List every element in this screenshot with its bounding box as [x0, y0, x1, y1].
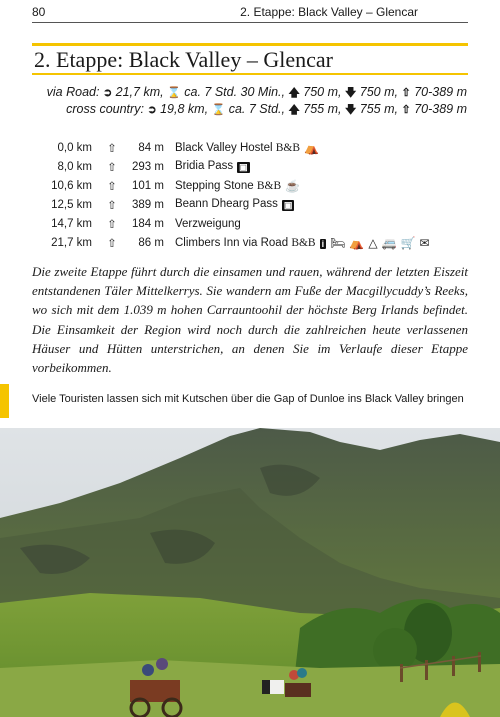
altitude-arrow-icon: ⇧ [107, 199, 117, 212]
route-time: ca. 7 Std. 30 Min., [184, 85, 285, 99]
waypoint-cell [164, 157, 430, 176]
route-ascent: 750 m, [303, 85, 342, 99]
waypoint-name: Verzweigung [174, 217, 241, 230]
waypoint-row [38, 176, 430, 195]
title-rule-bottom [32, 73, 468, 75]
waypoint-km: 10,6 km [51, 179, 92, 192]
hourglass-icon: ⌛ [167, 87, 181, 99]
page-number: 80 [32, 5, 46, 19]
stage-title: 2. Etappe: Black Valley – Glencar [34, 47, 333, 72]
bed-icon: 🛏 [330, 235, 346, 250]
distance-icon: ➲ [147, 104, 157, 116]
waypoint-cell [164, 195, 430, 214]
waypoint-height: 184 m [132, 217, 164, 230]
waypoint-height: 101 m [132, 179, 164, 192]
stage-title-box [32, 43, 468, 75]
waypoint-height: 86 m [138, 236, 164, 249]
waypoint-km: 14,7 km [51, 217, 92, 230]
route-distance: 19,8 km, [160, 102, 209, 116]
waypoint-name: Beann Dhearg Pass [174, 198, 278, 210]
waypoint-row [38, 195, 430, 214]
route-label: via Road: [46, 85, 100, 99]
waypoint-height: 389 m [132, 198, 164, 211]
camper-icon: 🚐 [381, 235, 397, 250]
bb-badge: B&B [256, 179, 282, 192]
descent-arrow-icon: 🡇 [344, 104, 357, 116]
margin-marker [0, 384, 9, 418]
post-icon: ✉ [419, 235, 430, 250]
cafe-icon: ☕ [285, 178, 301, 193]
altitude-arrow-icon: ⇧ [401, 87, 411, 99]
waypoint-row [38, 233, 430, 252]
route-altitude: 70-389 m [414, 102, 467, 116]
waypoint-km: 12,5 km [51, 198, 92, 211]
bb-badge: B&B [275, 141, 301, 154]
altitude-arrow-icon: ⇧ [107, 237, 117, 250]
waypoint-km: 8,0 km [57, 160, 92, 173]
waypoint-cell [164, 138, 430, 157]
running-title: 2. Etappe: Black Valley – Glencar [240, 5, 418, 19]
route-descent: 755 m, [359, 102, 398, 116]
hostel-icon: ⛺ [304, 140, 319, 155]
route-descent: 750 m, [359, 85, 398, 99]
waypoint-name: Black Valley Hostel [174, 141, 273, 154]
bb-badge: B&B [291, 236, 316, 249]
waypoint-name: Climbers Inn via Road [174, 236, 289, 249]
route-cross-country [66, 101, 467, 120]
altitude-arrow-icon: ⇧ [107, 218, 117, 231]
altitude-arrow-icon: ⇧ [401, 104, 411, 116]
shop-icon: 🛒 [400, 235, 416, 250]
route-label: cross country: [66, 102, 144, 116]
waypoint-height: 84 m [138, 141, 164, 154]
tent-icon: △ [368, 235, 378, 250]
route-altitude: 70-389 m [414, 85, 467, 99]
ascent-arrow-icon: 🡅 [288, 104, 300, 116]
photo-black-valley-carriages [0, 428, 500, 717]
waypoint-cell [164, 214, 430, 233]
route-distance: 21,7 km, [115, 85, 164, 99]
waypoint-km: 21,7 km [51, 236, 92, 249]
waypoint-km: 0,0 km [57, 141, 92, 154]
waypoint-name: Bridia Pass [174, 160, 234, 172]
waypoint-row [38, 138, 430, 157]
waypoint-height: 293 m [132, 160, 164, 173]
route-ascent: 755 m, [303, 102, 342, 116]
altitude-arrow-icon: ⇧ [107, 161, 117, 174]
viewpoint-icon: ▣ [239, 162, 248, 172]
waypoint-table [38, 138, 430, 252]
waypoint-row [38, 157, 430, 176]
info-icon: i [321, 238, 325, 249]
ascent-arrow-icon: 🡅 [288, 87, 300, 99]
photo-caption: Viele Touristen lassen sich mit Kutschen über die Gap of Dunloe ins Black Valley bringen [32, 393, 464, 405]
altitude-arrow-icon: ⇧ [107, 142, 117, 155]
waypoint-row [38, 214, 430, 233]
route-time: ca. 7 Std., [228, 102, 285, 116]
hourglass-icon: ⌛ [211, 104, 226, 116]
header-divider [32, 22, 468, 23]
viewpoint-icon: ▣ [283, 200, 293, 210]
descent-arrow-icon: 🡇 [344, 87, 357, 99]
hostel-icon: ⛺ [349, 235, 365, 250]
waypoint-cell [164, 233, 430, 252]
running-head [0, 0, 500, 22]
waypoint-name: Stepping Stone [174, 179, 254, 192]
waypoint-cell [164, 176, 430, 195]
altitude-arrow-icon: ⇧ [107, 180, 117, 193]
distance-icon: ➲ [102, 87, 113, 99]
intro-paragraph: Die zweite Etappe führt durch die einsamen und rauen, während der letzten Eiszeit entstandenen Täler Mittelkerrys. Sie wandern am Fuße der Macgillycuddy’s Reeks, wo sich mit dem 1.039 m hohen Carrauntoohil der höchste Berg Irlands befindet. Die Einsamkeit der Region wird noch durch die zahlreichen heute verlassenen Häuser und Hütten unterstrichen, an denen Sie im Verlaufe dieser Etappe vorbeikommen. [32, 264, 468, 376]
